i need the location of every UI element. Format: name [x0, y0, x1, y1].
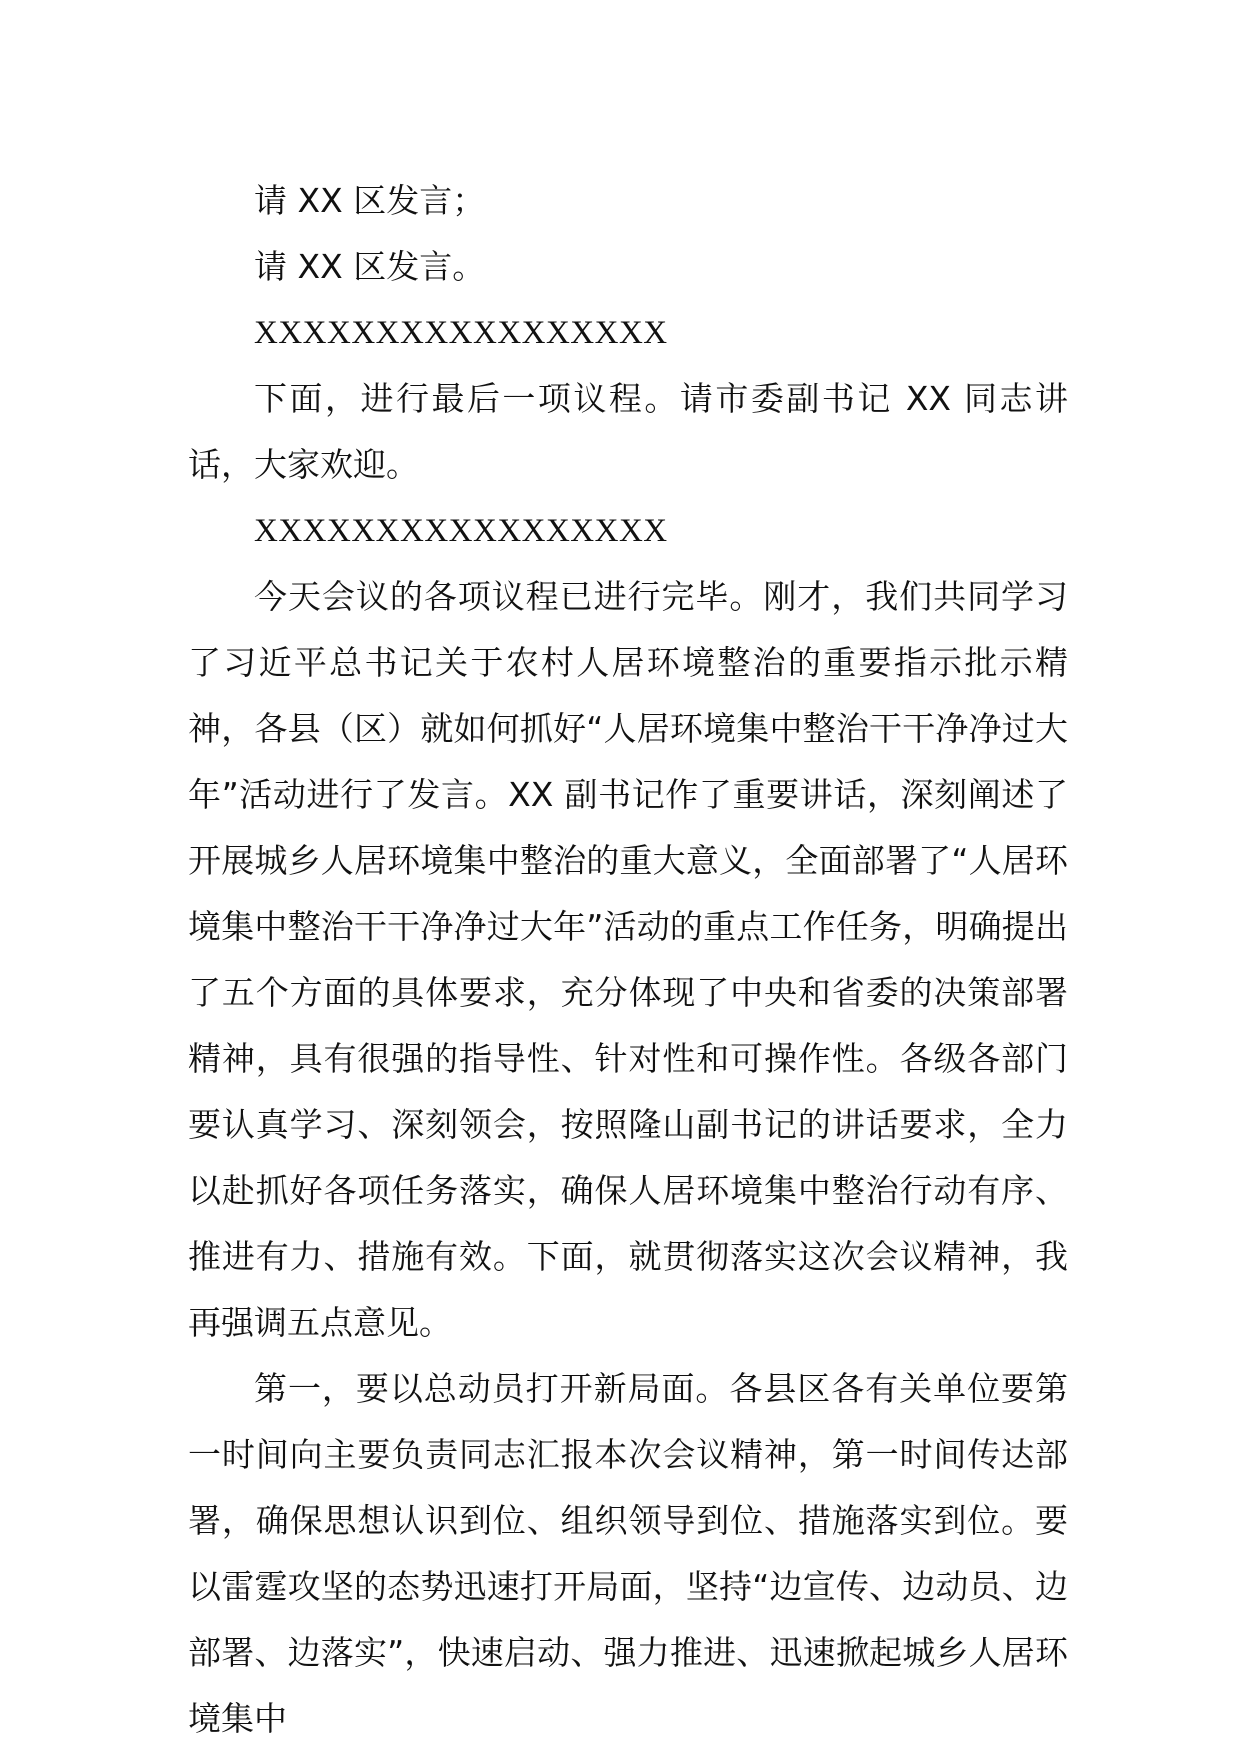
paragraph-summary: 今天会议的各项议程已进行完毕。刚才，我们共同学习了习近平总书记关于农村人居环境整治的重要指示批示精神，各县（区）就如何抓好“人居环境集中整治干干净净过大年”活动进行了发言。XX 副书记作了重要讲话，深刻阐述了开展城乡人居环境集中整治的重大意义，全面部署了“人居环境集中整治干干净净过大年”活动的重点工作任务，明确提出了五个方面的具体要求，充分体现了中央和省委的决策部署精神，具有很强的指导性、针对性和可操作性。各级各部门要认真学习、深刻领会，按照隆山副书记的讲话要求，全力以赴抓好各项任务落实，确保人居环境集中整治行动有序、推进有力、措施有效。下面，就贯彻落实这次会议精神，我再强调五点意见。 — [188, 577, 1068, 1342]
paragraph-placeholder-1: XXXXXXXXXXXXXXXXX — [254, 315, 668, 351]
paragraph-speaker-1: 请 XX 区发言； — [254, 181, 486, 220]
document-body — [188, 168, 1068, 1752]
paragraph-placeholder-2: XXXXXXXXXXXXXXXXX — [254, 513, 668, 549]
paragraph-final-agenda: 下面，进行最后一项议程。请市委副书记 XX 同志讲话，大家欢迎。 — [188, 379, 1068, 484]
paragraph-point-one: 第一，要以总动员打开新局面。各县区各有关单位要第一时间向主要负责同志汇报本次会议精神，第一时间传达部署，确保思想认识到位、组织领导到位、措施落实到位。要以雷霆攻坚的态势迅速打开局面，坚持“边宣传、边动员、边部署、边落实”，快速启动、强力推进、迅速掀起城乡人居环境集中 — [188, 1369, 1068, 1738]
paragraph-speaker-2: 请 XX 区发言。 — [254, 247, 486, 286]
